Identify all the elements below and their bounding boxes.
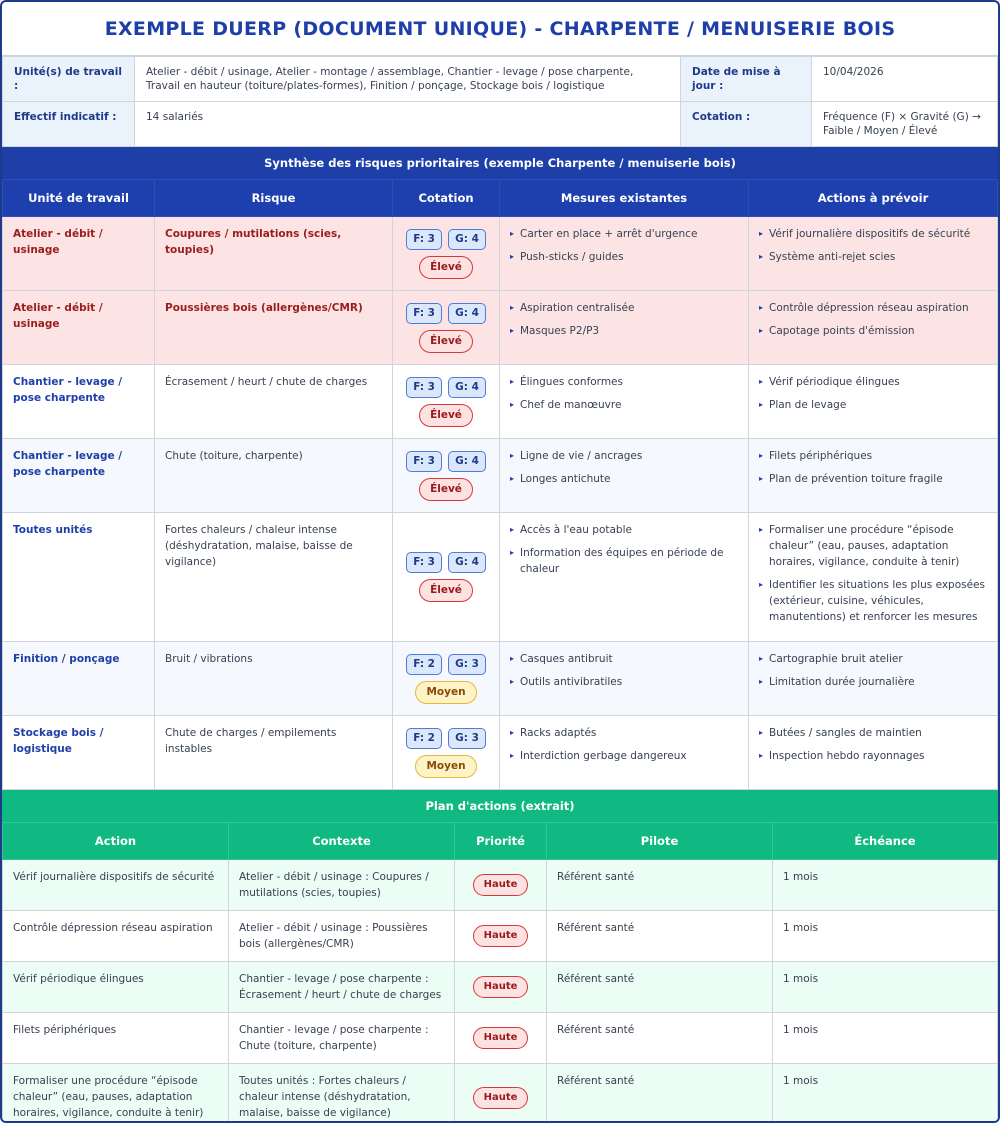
mesures-list	[510, 725, 738, 764]
frequency-chip: F: 3	[406, 377, 442, 398]
mesures-list	[510, 651, 738, 690]
risk-row	[3, 716, 998, 790]
risk-cotation	[393, 365, 500, 439]
action-item: ▸ Contrôle dépression réseau aspiration	[759, 300, 987, 316]
actions-cell	[749, 716, 998, 790]
mesures-cell	[500, 642, 749, 716]
risks-table	[2, 179, 998, 790]
mesure-item: ▸ Interdiction gerbage dangereux	[510, 748, 738, 764]
actions-list	[759, 226, 987, 265]
plan-priorite	[455, 911, 547, 962]
risk-row	[3, 513, 998, 642]
risk-name: Chute (toiture, charpente)	[155, 439, 393, 513]
plan-contexte: Chantier - levage / pose charpente : Chute (toiture, charpente)	[229, 1013, 455, 1064]
plan-priorite	[455, 1064, 547, 1123]
plan-pilote: Référent santé	[547, 1013, 773, 1064]
effectif-value: 14 salariés	[135, 102, 681, 147]
action-item: ▸ Cartographie bruit atelier	[759, 651, 987, 667]
cotation-chips	[397, 303, 495, 324]
mesures-cell	[500, 365, 749, 439]
plan-header-contexte: Contexte	[229, 823, 455, 860]
risk-name: Bruit / vibrations	[155, 642, 393, 716]
risk-level-badge: Moyen	[415, 681, 476, 704]
plan-header-action: Action	[3, 823, 229, 860]
risk-level-badge: Élevé	[419, 256, 473, 279]
actions-list	[759, 725, 987, 764]
actions-cell	[749, 439, 998, 513]
plan-echeance: 1 mois	[773, 962, 998, 1013]
plan-header-echeance: Échéance	[773, 823, 998, 860]
risk-unit: Chantier - levage / pose charpente	[3, 439, 155, 513]
plan-pilote: Référent santé	[547, 962, 773, 1013]
actions-cell	[749, 513, 998, 642]
mesure-item: ▸ Information des équipes en période de chaleur	[510, 545, 738, 577]
action-item: ▸ Formaliser une procédure “épisode chaleur” (eau, pauses, adaptation horaires, vigilance, conduite à tenir)	[759, 522, 987, 570]
mesure-item: ▸ Carter en place + arrêt d'urgence	[510, 226, 738, 242]
frequency-chip: F: 2	[406, 654, 442, 675]
cotation-chips	[397, 451, 495, 472]
mesures-list	[510, 300, 738, 339]
plan-echeance: 1 mois	[773, 1013, 998, 1064]
actions-cell	[749, 365, 998, 439]
plan-contexte: Atelier - débit / usinage : Coupures / mutilations (scies, toupies)	[229, 860, 455, 911]
risk-level-badge: Élevé	[419, 579, 473, 602]
actions-list	[759, 448, 987, 487]
cotation-label: Cotation :	[681, 102, 812, 147]
priority-badge: Haute	[473, 1027, 529, 1049]
frequency-chip: F: 3	[406, 229, 442, 250]
plan-header-pilote: Pilote	[547, 823, 773, 860]
plan-header-priorite: Priorité	[455, 823, 547, 860]
actions-cell	[749, 291, 998, 365]
priority-badge: Haute	[473, 1087, 529, 1109]
mesures-cell	[500, 716, 749, 790]
gravity-chip: G: 4	[448, 451, 486, 472]
mesures-list	[510, 522, 738, 577]
plan-echeance: 1 mois	[773, 911, 998, 962]
action-item: ▸ Inspection hebdo rayonnages	[759, 748, 987, 764]
document-title-bar	[2, 2, 998, 56]
action-item: ▸ Limitation durée journalière	[759, 674, 987, 690]
risk-level-badge: Moyen	[415, 755, 476, 778]
mesure-item: ▸ Chef de manœuvre	[510, 397, 738, 413]
cotation-value: Fréquence (F) × Gravité (G) → Faible / Moyen / Élevé	[812, 102, 998, 147]
priority-badge: Haute	[473, 976, 529, 998]
risk-name: Coupures / mutilations (scies, toupies)	[155, 217, 393, 291]
risk-unit: Stockage bois / logistique	[3, 716, 155, 790]
actions-list	[759, 374, 987, 413]
mesures-cell	[500, 513, 749, 642]
risks-header-mesures: Mesures existantes	[500, 180, 749, 217]
risk-unit: Finition / ponçage	[3, 642, 155, 716]
plan-row	[3, 911, 998, 962]
date-value: 10/04/2026	[812, 57, 998, 102]
risk-row	[3, 439, 998, 513]
effectif-label: Effectif indicatif :	[3, 102, 135, 147]
plan-table	[2, 822, 998, 1123]
risk-name: Poussières bois (allergènes/CMR)	[155, 291, 393, 365]
meta-table	[2, 56, 998, 147]
unites-value: Atelier - débit / usinage, Atelier - montage / assemblage, Chantier - levage / pose charpente, Travail en hauteur (toiture/plates-formes), Finition / ponçage, Stockage bois / logistique	[135, 57, 681, 102]
actions-list	[759, 651, 987, 690]
plan-band: Plan d'actions (extrait)	[2, 790, 998, 822]
plan-priorite	[455, 860, 547, 911]
frequency-chip: F: 3	[406, 303, 442, 324]
gravity-chip: G: 4	[448, 552, 486, 573]
mesures-list	[510, 226, 738, 265]
plan-contexte: Atelier - débit / usinage : Poussières bois (allergènes/CMR)	[229, 911, 455, 962]
gravity-chip: G: 3	[448, 728, 486, 749]
plan-contexte: Toutes unités : Fortes chaleurs / chaleur intense (déshydratation, malaise, baisse de vigilance)	[229, 1064, 455, 1123]
plan-row	[3, 1013, 998, 1064]
cotation-chips	[397, 654, 495, 675]
plan-action: Vérif journalière dispositifs de sécurité	[3, 860, 229, 911]
document-title: EXEMPLE DUERP (DOCUMENT UNIQUE) - CHARPENTE / MENUISERIE BOIS	[104, 17, 896, 40]
priority-badge: Haute	[473, 874, 529, 896]
action-item: ▸ Identifier les situations les plus exposées (extérieur, cuisine, véhicules, manutentions) et renforcer les mesures	[759, 577, 987, 625]
gravity-chip: G: 4	[448, 377, 486, 398]
cotation-chips	[397, 728, 495, 749]
mesure-item: ▸ Push-sticks / guides	[510, 249, 738, 265]
mesure-item: ▸ Ligne de vie / ancrages	[510, 448, 738, 464]
risks-header-actions: Actions à prévoir	[749, 180, 998, 217]
mesure-item: ▸ Élingues conformes	[510, 374, 738, 390]
risk-row	[3, 217, 998, 291]
plan-echeance: 1 mois	[773, 1064, 998, 1123]
risks-header-row	[3, 180, 998, 217]
plan-action: Contrôle dépression réseau aspiration	[3, 911, 229, 962]
action-item: ▸ Système anti-rejet scies	[759, 249, 987, 265]
mesure-item: ▸ Longes antichute	[510, 471, 738, 487]
risk-unit: Atelier - débit / usinage	[3, 217, 155, 291]
risk-unit: Chantier - levage / pose charpente	[3, 365, 155, 439]
actions-cell	[749, 217, 998, 291]
plan-action: Formaliser une procédure “épisode chaleur” (eau, pauses, adaptation horaires, vigilance, conduite à tenir)	[3, 1064, 229, 1123]
risk-name: Fortes chaleurs / chaleur intense (déshydratation, malaise, baisse de vigilance)	[155, 513, 393, 642]
plan-echeance: 1 mois	[773, 860, 998, 911]
risk-unit: Toutes unités	[3, 513, 155, 642]
mesures-list	[510, 374, 738, 413]
plan-pilote: Référent santé	[547, 860, 773, 911]
plan-pilote: Référent santé	[547, 911, 773, 962]
risk-cotation	[393, 217, 500, 291]
frequency-chip: F: 3	[406, 552, 442, 573]
risk-unit: Atelier - débit / usinage	[3, 291, 155, 365]
mesure-item: ▸ Masques P2/P3	[510, 323, 738, 339]
risks-header-cotation: Cotation	[393, 180, 500, 217]
plan-priorite	[455, 962, 547, 1013]
risk-level-badge: Élevé	[419, 404, 473, 427]
mesures-list	[510, 448, 738, 487]
plan-row	[3, 962, 998, 1013]
mesure-item: ▸ Accès à l'eau potable	[510, 522, 738, 538]
risk-cotation	[393, 291, 500, 365]
actions-list	[759, 522, 987, 625]
risk-cotation	[393, 513, 500, 642]
cotation-chips	[397, 552, 495, 573]
action-item: ▸ Plan de levage	[759, 397, 987, 413]
risk-row	[3, 365, 998, 439]
frequency-chip: F: 2	[406, 728, 442, 749]
mesures-cell	[500, 217, 749, 291]
risk-cotation	[393, 439, 500, 513]
risks-header-risk: Risque	[155, 180, 393, 217]
gravity-chip: G: 3	[448, 654, 486, 675]
plan-action: Filets périphériques	[3, 1013, 229, 1064]
plan-action: Vérif périodique élingues	[3, 962, 229, 1013]
date-label: Date de mise à jour :	[681, 57, 812, 102]
synthese-band: Synthèse des risques prioritaires (exemple Charpente / menuiserie bois)	[2, 147, 998, 179]
mesures-cell	[500, 291, 749, 365]
mesure-item: ▸ Racks adaptés	[510, 725, 738, 741]
risk-row	[3, 642, 998, 716]
risk-name: Chute de charges / empilements instables	[155, 716, 393, 790]
mesures-cell	[500, 439, 749, 513]
plan-pilote: Référent santé	[547, 1064, 773, 1123]
plan-priorite	[455, 1013, 547, 1064]
action-item: ▸ Vérif périodique élingues	[759, 374, 987, 390]
plan-row	[3, 860, 998, 911]
risk-cotation	[393, 716, 500, 790]
actions-cell	[749, 642, 998, 716]
action-item: ▸ Butées / sangles de maintien	[759, 725, 987, 741]
plan-contexte: Chantier - levage / pose charpente : Écrasement / heurt / chute de charges	[229, 962, 455, 1013]
actions-list	[759, 300, 987, 339]
mesure-item: ▸ Outils antivibratiles	[510, 674, 738, 690]
action-item: ▸ Capotage points d'émission	[759, 323, 987, 339]
cotation-chips	[397, 377, 495, 398]
risk-level-badge: Élevé	[419, 478, 473, 501]
action-item: ▸ Vérif journalière dispositifs de sécurité	[759, 226, 987, 242]
gravity-chip: G: 4	[448, 303, 486, 324]
unites-label: Unité(s) de travail :	[3, 57, 135, 102]
gravity-chip: G: 4	[448, 229, 486, 250]
mesure-item: ▸ Aspiration centralisée	[510, 300, 738, 316]
risk-name: Écrasement / heurt / chute de charges	[155, 365, 393, 439]
mesure-item: ▸ Casques antibruit	[510, 651, 738, 667]
risk-cotation	[393, 642, 500, 716]
cotation-chips	[397, 229, 495, 250]
priority-badge: Haute	[473, 925, 529, 947]
action-item: ▸ Plan de prévention toiture fragile	[759, 471, 987, 487]
plan-row	[3, 1064, 998, 1123]
frequency-chip: F: 3	[406, 451, 442, 472]
risk-level-badge: Élevé	[419, 330, 473, 353]
action-item: ▸ Filets périphériques	[759, 448, 987, 464]
risk-row	[3, 291, 998, 365]
plan-header-row	[3, 823, 998, 860]
risks-header-unit: Unité de travail	[3, 180, 155, 217]
